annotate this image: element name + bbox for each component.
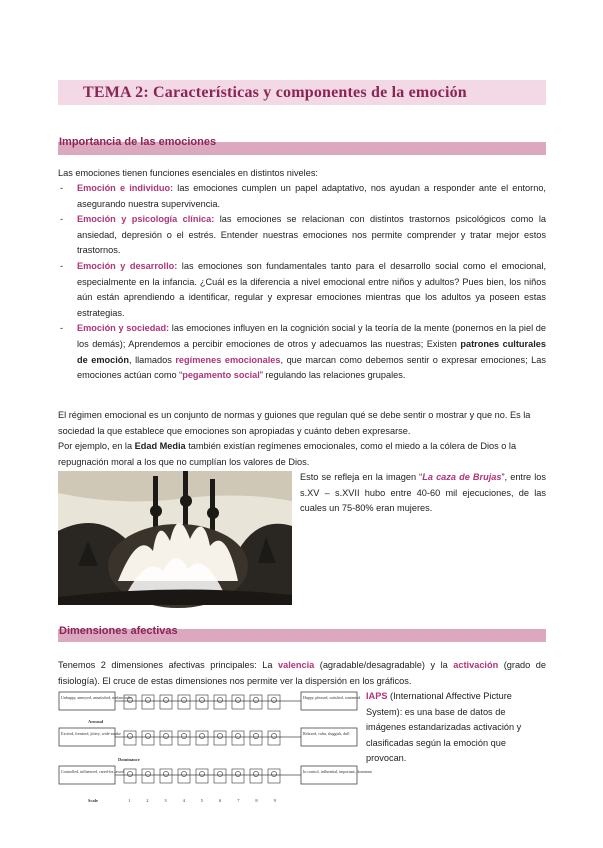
sam-scale-number: 7 [237, 798, 240, 803]
sam-right-label: Happy, pleased, satisfied, contented [303, 695, 361, 700]
bullet-label: Emoción y desarrollo: [77, 260, 178, 271]
activacion-term: activación [453, 660, 499, 670]
sam-manikin-head-icon [199, 771, 204, 776]
paragraph-text: también existían regímenes emocionales, como el miedo a la cólera de Dios o la repugnación moral a los que no cumplían los valores de Dios. [58, 441, 517, 467]
bullet-text: las emociones se relacionan con distintos trastornos psicológicos como la ansiedad, depresión o el estrés. Entender nuestras emociones nos permite comprender y tratar mejor estos trastornos. [77, 214, 546, 256]
sam-scale-number: 2 [146, 798, 149, 803]
dimensiones-paragraph [58, 658, 546, 689]
sam-manikin-icon [268, 769, 280, 783]
paragraph-text: Por ejemplo, en la [58, 441, 135, 451]
bold-term: patrones culturales de emoción [77, 338, 546, 365]
bullet-text: las emociones cumplen un papel adaptativo, nos ayudan a responder ante el entorno, asegurando nuestra supervivencia. [77, 183, 546, 209]
bullet-label: Emoción y sociedad: [77, 323, 170, 334]
sam-manikin-head-icon [199, 733, 204, 738]
bullet-text: ” regulando las relaciones grupales. [259, 370, 406, 381]
sam-left-label: Controlled, influenced, cared-for, awed [61, 769, 124, 774]
sam-manikin-head-icon [217, 733, 222, 738]
valencia-term: valencia [277, 660, 315, 670]
sam-manikin-icon [178, 695, 190, 709]
sam-scale-number: 9 [273, 798, 276, 803]
sam-manikin-head-icon [235, 733, 240, 738]
edad-media-paragraph [58, 439, 546, 470]
sam-scale-number: 8 [255, 798, 258, 803]
sam-manikin-icon [196, 731, 208, 745]
paragraph-text: Esto se refleja en la imagen “ [300, 472, 423, 482]
sam-manikin-icon [214, 731, 226, 745]
paragraph-text: (agradable/desagradable) y la [314, 660, 454, 670]
sam-manikin-icon [124, 731, 136, 745]
sam-manikin-icon [178, 769, 190, 783]
sam-right-label: Relaxed, calm, sluggish, dull [303, 731, 350, 736]
sam-manikin-head-icon [271, 733, 276, 738]
sam-scale-number: 5 [200, 798, 204, 803]
sam-manikin-head-icon [199, 697, 204, 702]
iaps-paragraph [366, 689, 546, 767]
paragraph-text: ”, entre los s.XV – s.XVII hubo entre 40-60 mil ejecuciones, de las cuales un 75-80% eran mujeres. [300, 472, 546, 514]
sam-manikin-head-icon [163, 733, 168, 738]
sam-manikin-head-icon [145, 697, 150, 702]
bullet-label: Emoción e individuo: [77, 183, 174, 193]
sam-manikin-icon [250, 769, 262, 783]
caza-brujas-paragraph [300, 470, 546, 517]
paragraph-text: (grado de fisiología). El cruce de estas dimensiones nos permite ver la dispersión en los gráficos. [58, 660, 546, 686]
sam-manikin-icon [142, 731, 154, 745]
sam-manikin-head-icon [181, 697, 186, 702]
list-item [58, 259, 546, 321]
iaps-term: IAPS [366, 691, 388, 701]
bullet-text: , llamados [129, 354, 176, 365]
sam-manikin-icon [160, 731, 172, 745]
sam-manikin-icon [232, 731, 244, 745]
page-title: TEMA 2: Características y componentes de la emoción [83, 84, 467, 101]
section-title-importancia: Importancia de las emociones [59, 136, 217, 148]
highlight-term: pegamento social [182, 370, 260, 381]
sam-scale-number: 4 [182, 798, 185, 803]
sam-manikin-icon [160, 769, 172, 783]
sam-manikin-head-icon [217, 697, 222, 702]
paragraph-text: Tenemos 2 dimensiones afectivas principales: La [58, 660, 278, 670]
sam-manikin-head-icon [235, 771, 240, 776]
sam-manikin-icon [196, 695, 208, 709]
sam-manikin-head-icon [181, 733, 186, 738]
sam-manikin-head-icon [217, 771, 222, 776]
sam-manikin-head-icon [271, 771, 276, 776]
highlight-term: regímenes emocionales [175, 354, 281, 365]
sam-manikin-icon [268, 731, 280, 745]
sam-manikin-head-icon [127, 733, 132, 738]
sam-manikin-icon [160, 695, 172, 709]
sam-scale-label: Scale [88, 798, 98, 803]
list-item [58, 212, 546, 259]
bullet-label: Emoción y psicología clínica: [77, 214, 215, 225]
sam-manikin-icon [124, 769, 136, 783]
sam-manikin-icon [232, 769, 244, 783]
sam-manikin-head-icon [271, 697, 276, 702]
sam-manikin-head-icon [181, 771, 186, 776]
sam-manikin-icon [232, 695, 244, 709]
sam-manikin-head-icon [253, 697, 258, 702]
sam-row-label: Dominance [118, 757, 140, 762]
bullet-text: las emociones son fundamentales tanto para el desarrollo social como el emocional, especialmente en la infancia. ¿Cuál es la diferencia a nivel emocional entre niños y adultos? Pues bien, los niños aún están aprendiendo a identificar, regular y expresar emociones mientras que los adultos ya poseen estas estrategias. [77, 260, 546, 318]
intro-text: Las emociones tienen funciones esenciales en distintos niveles: [58, 168, 318, 178]
paragraph-text: (International Affective Picture System): es una base de datos de imágenes estandarizadas activación y clasificadas según la emoción que provocan. [366, 691, 522, 764]
sam-scale-number: 6 [219, 798, 222, 803]
sam-manikin-icon [250, 695, 262, 709]
sam-manikin-head-icon [145, 733, 150, 738]
sam-left-label: Unhappy, annoyed, unsatisfied, melancholic [61, 695, 132, 700]
witch-hunt-engraving [58, 471, 292, 605]
sam-manikin-head-icon [163, 697, 168, 702]
sam-manikin-icon [214, 769, 226, 783]
regimen-paragraph: El régimen emocional es un conjunto de normas y guiones que regulan qué se debe sentir o mostrar y que no. Es la sociedad la que establece que emociones son apropiadas y cuánto deben expresarse. [58, 410, 531, 436]
sam-manikin-icon [250, 731, 262, 745]
list-item [58, 321, 546, 383]
sam-manikin-icon [142, 695, 154, 709]
bullet-list [58, 181, 546, 384]
bullet-text: las emociones influyen en la cognición social y la teoría de la mente (ponernos en la piel de los demás); Aprendemos a percibir emociones de otros y adecuamos las nuestras; Existen [77, 323, 546, 349]
list-item [58, 181, 546, 212]
sam-scale-number: 1 [128, 798, 131, 803]
bullet-text: , que marcan como debemos sentir o expresar emociones; Las emociones actúan como “ [77, 354, 546, 381]
image-title: La caza de Brujas [422, 472, 502, 482]
sam-manikin-head-icon [145, 771, 150, 776]
sam-manikin-head-icon [253, 733, 258, 738]
sam-manikin-icon [214, 695, 226, 709]
sam-manikin-icon [196, 769, 208, 783]
sam-scale-diagram [58, 690, 372, 806]
sam-manikin-icon [178, 731, 190, 745]
sam-manikin-head-icon [163, 771, 168, 776]
sam-manikin-head-icon [127, 771, 132, 776]
sam-right-label: In control, influential, important, dominant [303, 769, 372, 774]
sam-manikin-icon [142, 769, 154, 783]
bold-term: Edad Media [134, 441, 186, 451]
section-title-dimensiones: Dimensiones afectivas [59, 625, 178, 637]
sam-manikin-icon [268, 695, 280, 709]
sam-left-label: Excited, frenzied, jittery, wide-awake [61, 731, 121, 736]
sam-row-label: Arousal [88, 719, 104, 724]
sam-manikin-head-icon [235, 697, 240, 702]
sam-scale-number: 3 [164, 798, 167, 803]
sam-manikin-head-icon [253, 771, 258, 776]
